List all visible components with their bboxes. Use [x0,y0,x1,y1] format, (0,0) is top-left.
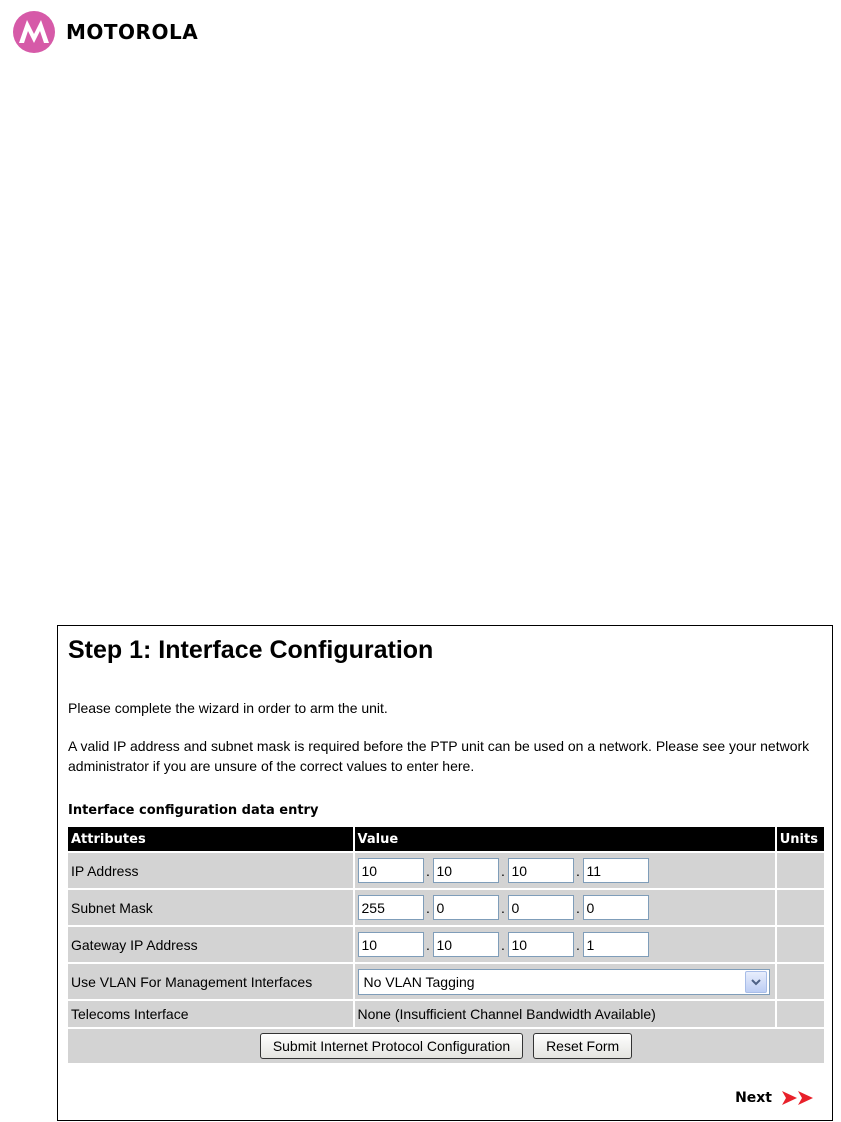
chevron-down-icon[interactable] [745,971,767,993]
reset-form-button[interactable]: Reset Form [533,1033,632,1059]
table-row [68,964,824,999]
gateway-octet-3[interactable] [508,932,574,957]
ip-address-octet-1[interactable] [358,858,424,883]
ip-address-field: 10 . 10 . 10 . 11 [358,858,772,883]
submit-ip-config-button[interactable]: Submit Internet Protocol Configuration [260,1033,523,1059]
subnet-mask-field: 255 . 0 . 0 . 0 [358,895,772,920]
header-units: Units [777,827,824,851]
ip-address-octet-4[interactable] [583,858,649,883]
units-cell [777,927,824,962]
ip-address-octet-2[interactable] [433,858,499,883]
ip-address-octet-3[interactable] [508,858,574,883]
header-attributes: Attributes [68,827,353,851]
description-text: A valid IP address and subnet mask is required before the PTP unit can be used on a network. Please see your network administrator if you are unsure of the correct values to enter here. [68,738,810,774]
double-arrow-right-icon[interactable] [782,1090,816,1106]
gateway-octet-4[interactable] [583,932,649,957]
telecoms-label: Telecoms Interface [68,1001,353,1027]
units-cell [777,890,824,925]
vlan-label: Use VLAN For Management Interfaces [68,964,353,999]
subnet-mask-octet-3[interactable] [508,895,574,920]
gateway-octet-2[interactable] [433,932,499,957]
subnet-mask-octet-2[interactable] [433,895,499,920]
motorola-batwing-icon [12,10,56,54]
table-row [68,890,824,925]
vlan-select[interactable] [358,969,770,995]
table-row [68,853,824,888]
table-row [68,927,824,962]
brand-name: MOTOROLA [66,20,199,44]
units-cell [777,964,824,999]
gateway-ip-label: Gateway IP Address [68,927,353,962]
table-row [68,1001,824,1027]
intro-text: Please complete the wizard in order to arm the unit. [68,700,388,716]
page-title: Step 1: Interface Configuration [68,636,434,664]
table-header-row [68,827,824,851]
header-value: Value [355,827,775,851]
next-label[interactable]: Next [735,1090,772,1106]
gateway-octet-1[interactable] [358,932,424,957]
brand-logo [12,10,198,54]
section-title: Interface configuration data entry [68,803,319,818]
next-link[interactable] [735,1090,816,1106]
subnet-mask-label: Subnet Mask [68,890,353,925]
vlan-selected-value: No VLAN Tagging [363,973,475,990]
subnet-mask-octet-4[interactable] [583,895,649,920]
interface-config-table [66,825,826,1065]
units-cell [777,1001,824,1027]
ip-address-label: IP Address [68,853,353,888]
button-row [68,1029,824,1063]
wizard-panel [57,625,833,1121]
subnet-mask-octet-1[interactable] [358,895,424,920]
units-cell [777,853,824,888]
gateway-ip-field: 10 . 10 . 10 . 1 [358,932,772,957]
telecoms-value: None (Insufficient Channel Bandwidth Available) [355,1001,775,1027]
